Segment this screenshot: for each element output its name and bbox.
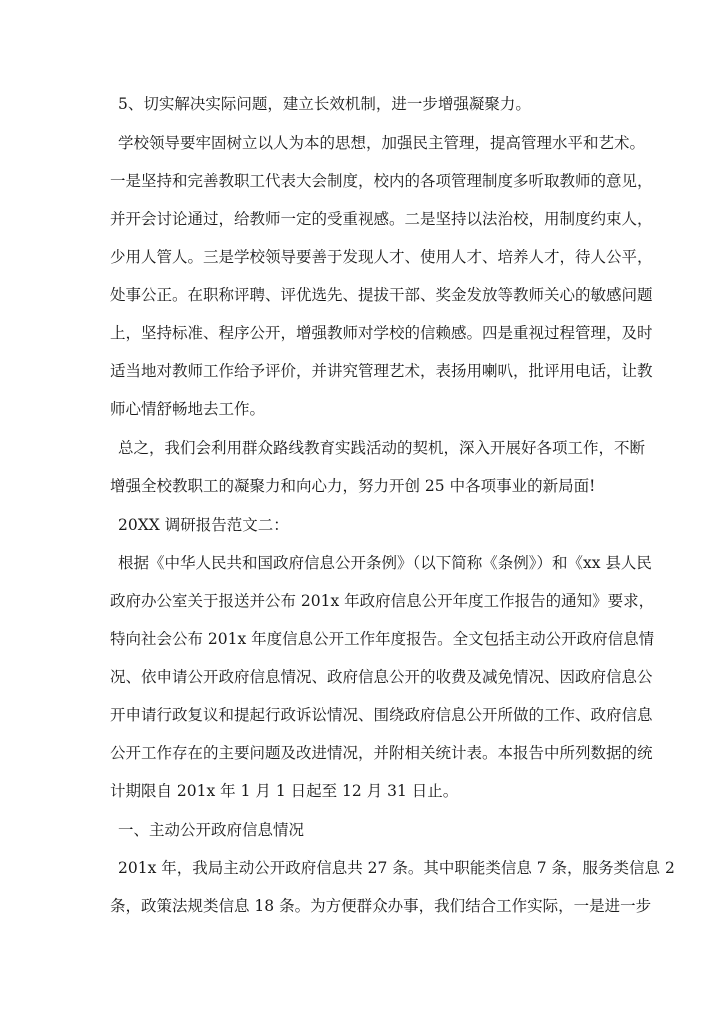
paragraph-line: 总之，我们会利用群众路线教育实践活动的契机，深入开展好各项工作，不断: [118, 439, 646, 457]
paragraph-line: 特向社会公布 201x 年度信息公开工作年度报告。全文包括主动公开政府信息情: [110, 630, 655, 648]
paragraph-line: 一是坚持和完善教职工代表大会制度，校内的各项管理制度多听取教师的意见，: [110, 172, 653, 190]
paragraph-line: 根据《中华人民共和国政府信息公开条例》（以下简称《条例》）和《xx 县人民: [118, 554, 652, 572]
paragraph-line: 上，坚持标准、程序公开，增强教师对学校的信赖感。四是重视过程管理，及时: [110, 324, 653, 342]
section-heading: 20XX 调研报告范文二：: [118, 516, 289, 534]
paragraph-line: 条，政策法规类信息 18 条。为方便群众办事，我们结合工作实际，一是进一步: [110, 897, 652, 915]
paragraph-line: 并开会讨论通过，给教师一定的受重视感。二是坚持以法治校，用制度约束人，: [110, 210, 653, 228]
paragraph-line: 开申请行政复议和提起行政诉讼情况、围绕政府信息公开所做的工作、政府信息: [110, 706, 653, 724]
section-heading: 5、切实解决实际问题，建立长效机制，进一步增强凝聚力。: [118, 95, 531, 113]
section-heading: 一、主动公开政府信息情况: [118, 821, 305, 839]
paragraph-line: 处事公正。在职称评聘、评优选先、提拔干部、奖金发放等教师关心的敏感问题: [110, 286, 653, 304]
paragraph-line: 师心情舒畅地去工作。: [110, 400, 266, 418]
paragraph-line: 公开工作存在的主要问题及改进情况，并附相关统计表。本报告中所列数据的统: [110, 744, 653, 762]
paragraph-line: 适当地对教师工作给予评价，并讲究管理艺术，表扬用喇叭，批评用电话，让教: [110, 362, 653, 380]
paragraph-line: 况、依申请公开政府信息情况、政府信息公开的收费及减免情况、因政府信息公: [110, 668, 653, 686]
paragraph-line: 增强全校教职工的凝聚力和向心力，努力开创 25 中各项事业的新局面!: [110, 477, 596, 495]
paragraph-line: 201x 年，我局主动公开政府信息共 27 条。其中职能类信息 7 条，服务类信息 2: [118, 859, 675, 877]
paragraph-line: 政府办公室关于报送并公布 201x 年政府信息公开年度工作报告的通知》要求，: [110, 592, 655, 610]
paragraph-line: 计期限自 201x 年 1 月 1 日起至 12 月 31 日止。: [110, 782, 459, 800]
paragraph-line: 少用人管人。三是学校领导要善于发现人才、使用人才、培养人才，待人公平，: [110, 248, 653, 266]
paragraph-line: 学校领导要牢固树立以人为本的思想，加强民主管理，提高管理水平和艺术。: [118, 134, 646, 152]
